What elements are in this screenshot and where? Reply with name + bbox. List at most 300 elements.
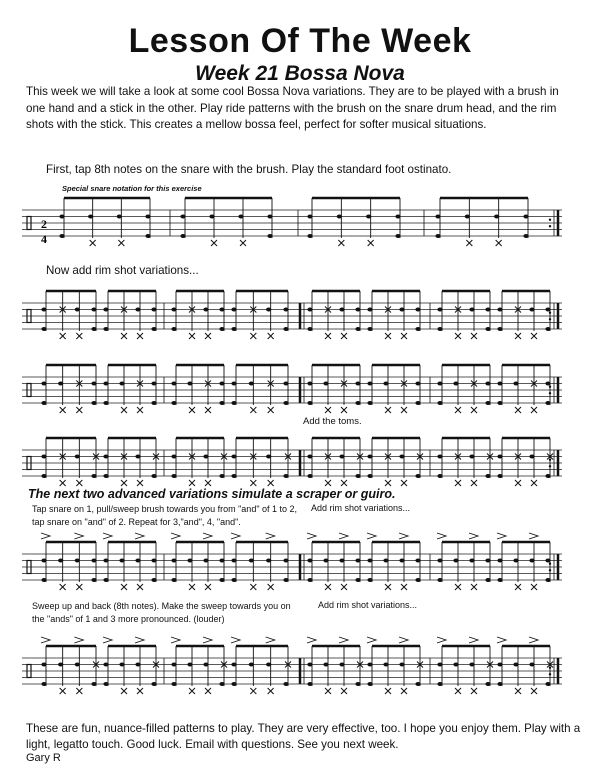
- bass-note-head: [91, 682, 96, 686]
- bass-note-head: [545, 401, 550, 405]
- cross-notehead-icon: [531, 333, 537, 339]
- note-head: [75, 308, 80, 312]
- exercise1-instruction: First, tap 8th notes on the snare with the brush. Play the standard foot ostinato.: [46, 163, 452, 176]
- bass-note-head: [415, 578, 420, 582]
- note-head: [238, 215, 243, 219]
- note-head: [203, 455, 208, 459]
- bass-note-head: [437, 474, 442, 478]
- note-head: [41, 308, 46, 312]
- bass-note-head: [41, 327, 46, 331]
- accent-mark-icon: [339, 637, 348, 643]
- accent-mark-icon: [135, 533, 144, 539]
- note-head: [151, 382, 156, 386]
- cross-notehead-icon: [189, 584, 195, 590]
- cross-notehead-icon: [471, 333, 477, 339]
- accent-mark-icon: [469, 637, 478, 643]
- accent-mark-icon: [74, 637, 83, 643]
- note-head: [283, 308, 288, 312]
- cross-notehead-icon: [60, 688, 66, 694]
- note-head: [497, 663, 502, 667]
- cross-notehead-icon: [121, 407, 127, 413]
- cross-notehead-icon: [60, 480, 66, 486]
- note-head: [339, 308, 344, 312]
- note-head: [103, 308, 108, 312]
- staff: [22, 533, 562, 590]
- bass-note-head: [367, 474, 372, 478]
- cross-notehead-icon: [121, 584, 127, 590]
- note-head: [513, 663, 518, 667]
- cross-notehead-icon: [341, 480, 347, 486]
- note-head: [355, 382, 360, 386]
- signature: Gary R: [26, 752, 61, 764]
- note-head: [203, 663, 208, 667]
- bass-note-head: [415, 401, 420, 405]
- note-head: [91, 559, 96, 563]
- bass-note-head: [395, 234, 400, 238]
- bass-note-head: [307, 682, 312, 686]
- bass-note-head: [283, 401, 288, 405]
- bass-note-head: [91, 401, 96, 405]
- note-head: [383, 559, 388, 563]
- bass-note-head: [437, 578, 442, 582]
- cross-notehead-icon: [325, 584, 331, 590]
- note-head: [171, 308, 176, 312]
- cross-notehead-icon: [401, 333, 407, 339]
- cross-notehead-icon: [325, 333, 331, 339]
- cross-notehead-icon: [455, 333, 461, 339]
- bass-note-head: [283, 474, 288, 478]
- cross-notehead-icon: [60, 407, 66, 413]
- note-head: [545, 559, 550, 563]
- bass-note-head: [485, 474, 490, 478]
- bass-note-head: [231, 327, 236, 331]
- note-head: [545, 382, 550, 386]
- cross-notehead-icon: [325, 407, 331, 413]
- accent-mark-icon: [469, 533, 478, 539]
- bass-note-head: [103, 474, 108, 478]
- note-head: [117, 215, 122, 219]
- cross-notehead-icon: [121, 688, 127, 694]
- cross-notehead-icon: [121, 480, 127, 486]
- accent-mark-icon: [497, 533, 506, 539]
- bass-note-head: [497, 327, 502, 331]
- note-head: [497, 455, 502, 459]
- note-head: [187, 559, 192, 563]
- cross-notehead-icon: [455, 480, 461, 486]
- bass-note-head: [180, 234, 185, 238]
- note-head: [366, 215, 371, 219]
- note-head: [41, 455, 46, 459]
- accent-mark-icon: [399, 533, 408, 539]
- exercise2-instruction: Now add rim shot variations...: [46, 264, 199, 277]
- cross-notehead-icon: [466, 240, 472, 246]
- note-head: [135, 308, 140, 312]
- note-head: [437, 308, 442, 312]
- cross-notehead-icon: [205, 407, 211, 413]
- accent-mark-icon: [307, 637, 316, 643]
- cross-notehead-icon: [137, 688, 143, 694]
- bass-note-head: [171, 578, 176, 582]
- bass-note-head: [171, 682, 176, 686]
- bass-note-head: [437, 401, 442, 405]
- bass-note-head: [485, 401, 490, 405]
- note-head: [91, 382, 96, 386]
- note-head: [187, 382, 192, 386]
- note-head: [171, 559, 176, 563]
- bass-note-head: [59, 234, 64, 238]
- note-head: [151, 308, 156, 312]
- bass-note-head: [367, 682, 372, 686]
- note-head: [283, 382, 288, 386]
- note-head: [103, 455, 108, 459]
- bass-note-head: [41, 682, 46, 686]
- bass-note-head: [171, 474, 176, 478]
- note-head: [469, 663, 474, 667]
- cross-notehead-icon: [205, 480, 211, 486]
- bass-note-head: [367, 401, 372, 405]
- toms-label: Add the toms.: [303, 416, 362, 427]
- note-head: [75, 559, 80, 563]
- cross-notehead-icon: [268, 407, 274, 413]
- time-signature: [41, 217, 47, 246]
- bass-note-head: [103, 401, 108, 405]
- note-head: [323, 382, 328, 386]
- bass-note-head: [283, 682, 288, 686]
- cross-notehead-icon: [401, 480, 407, 486]
- cross-notehead-icon: [385, 480, 391, 486]
- accent-mark-icon: [529, 637, 538, 643]
- cross-notehead-icon: [76, 688, 82, 694]
- note-head: [465, 215, 470, 219]
- note-head: [135, 455, 140, 459]
- accent-mark-icon: [529, 533, 538, 539]
- staff: [22, 438, 562, 486]
- cross-notehead-icon: [401, 407, 407, 413]
- bass-note-head: [151, 401, 156, 405]
- bass-note-head: [485, 578, 490, 582]
- cross-notehead-icon: [531, 688, 537, 694]
- cross-notehead-icon: [471, 407, 477, 413]
- note-head: [180, 215, 185, 219]
- cross-notehead-icon: [325, 688, 331, 694]
- bass-note-head: [219, 327, 224, 331]
- note-head: [75, 663, 80, 667]
- note-head: [41, 382, 46, 386]
- note-head: [523, 215, 528, 219]
- bass-note-head: [283, 327, 288, 331]
- note-head: [494, 215, 499, 219]
- bass-note-head: [485, 682, 490, 686]
- note-head: [58, 559, 63, 563]
- cross-notehead-icon: [76, 480, 82, 486]
- cross-notehead-icon: [90, 240, 96, 246]
- sweep-rim-label: Add rim shot variations...: [318, 600, 418, 610]
- cross-notehead-icon: [341, 688, 347, 694]
- note-head: [219, 382, 224, 386]
- bass-note-head: [283, 578, 288, 582]
- bass-note-head: [151, 578, 156, 582]
- note-head: [437, 382, 442, 386]
- note-head: [307, 455, 312, 459]
- note-head: [75, 455, 80, 459]
- note-head: [231, 663, 236, 667]
- intro-paragraph: This week we will take a look at some cool Bossa Nova variations. They are to be played with a brush in one hand and a stick in the other. Play ride patterns with the brush on the snare drum head, and the rim shots with the stick. This creates a mellow bossa feel, perfect for softer musical situations.: [26, 85, 559, 131]
- cross-notehead-icon: [250, 333, 256, 339]
- note-head: [249, 559, 254, 563]
- note-head: [135, 663, 140, 667]
- note-head: [437, 663, 442, 667]
- advanced-heading: The next two advanced variations simulate a scraper or guiro.: [28, 487, 396, 501]
- cross-notehead-icon: [455, 407, 461, 413]
- note-head: [367, 455, 372, 459]
- note-head: [151, 559, 156, 563]
- cross-notehead-icon: [268, 584, 274, 590]
- note-head: [231, 455, 236, 459]
- bass-note-head: [437, 327, 442, 331]
- cross-notehead-icon: [325, 480, 331, 486]
- cross-notehead-icon: [205, 584, 211, 590]
- cross-notehead-icon: [250, 584, 256, 590]
- special-notation-note: Special snare notation for this exercise: [62, 184, 202, 193]
- bass-note-head: [41, 578, 46, 582]
- bass-note-head: [523, 234, 528, 238]
- note-head: [453, 559, 458, 563]
- note-head: [435, 215, 440, 219]
- cross-notehead-icon: [250, 688, 256, 694]
- note-head: [415, 382, 420, 386]
- cross-notehead-icon: [189, 407, 195, 413]
- note-head: [323, 559, 328, 563]
- bass-note-head: [103, 578, 108, 582]
- cross-notehead-icon: [268, 480, 274, 486]
- note-head: [103, 382, 108, 386]
- note-head: [145, 215, 150, 219]
- cross-notehead-icon: [137, 584, 143, 590]
- note-head: [267, 215, 272, 219]
- cross-notehead-icon: [385, 407, 391, 413]
- note-head: [485, 559, 490, 563]
- cross-notehead-icon: [60, 584, 66, 590]
- bass-note-head: [219, 578, 224, 582]
- accent-mark-icon: [41, 533, 50, 539]
- bass-note-head: [545, 578, 550, 582]
- bass-note-head: [151, 327, 156, 331]
- bass-note-head: [367, 578, 372, 582]
- cross-notehead-icon: [240, 240, 246, 246]
- note-head: [171, 382, 176, 386]
- note-head: [119, 663, 124, 667]
- accent-mark-icon: [171, 637, 180, 643]
- note-head: [219, 308, 224, 312]
- cross-notehead-icon: [268, 333, 274, 339]
- cross-notehead-icon: [118, 240, 124, 246]
- bass-note-head: [367, 327, 372, 331]
- note-head: [355, 559, 360, 563]
- bass-note-head: [219, 474, 224, 478]
- cross-notehead-icon: [385, 688, 391, 694]
- note-head: [485, 382, 490, 386]
- bass-note-head: [355, 327, 360, 331]
- staff: [22, 198, 562, 246]
- bass-note-head: [307, 327, 312, 331]
- note-head: [485, 308, 490, 312]
- bass-note-head: [151, 682, 156, 686]
- bass-note-head: [91, 327, 96, 331]
- cross-notehead-icon: [338, 240, 344, 246]
- bass-note-head: [171, 327, 176, 331]
- note-head: [437, 559, 442, 563]
- cross-notehead-icon: [250, 480, 256, 486]
- bass-note-head: [545, 682, 550, 686]
- guiro-rim-label: Add rim shot variations...: [311, 503, 411, 513]
- note-head: [339, 559, 344, 563]
- bass-note-head: [171, 401, 176, 405]
- sweep-instruction: Sweep up and back (8th notes). Make the sweep towards you on the "ands" of 1 and 3 more pronounced. (louder): [32, 601, 291, 624]
- note-head: [171, 455, 176, 459]
- note-head: [437, 455, 442, 459]
- bass-note-head: [91, 474, 96, 478]
- accent-mark-icon: [103, 533, 112, 539]
- note-head: [415, 308, 420, 312]
- bass-note-head: [41, 401, 46, 405]
- note-head: [529, 455, 534, 459]
- note-head: [367, 559, 372, 563]
- note-head: [307, 663, 312, 667]
- cross-notehead-icon: [531, 480, 537, 486]
- bass-note-head: [355, 401, 360, 405]
- bass-note-head: [307, 474, 312, 478]
- note-head: [497, 382, 502, 386]
- staff: [22, 637, 562, 694]
- bass-note-head: [91, 578, 96, 582]
- accent-mark-icon: [203, 637, 212, 643]
- bass-note-head: [307, 578, 312, 582]
- note-head: [367, 308, 372, 312]
- bass-note-head: [355, 474, 360, 478]
- repeat-dot: [549, 225, 551, 227]
- cross-notehead-icon: [189, 688, 195, 694]
- note-head: [249, 382, 254, 386]
- bass-note-head: [497, 401, 502, 405]
- note-head: [58, 663, 63, 667]
- note-head: [307, 215, 312, 219]
- bass-note-head: [497, 682, 502, 686]
- accent-mark-icon: [266, 637, 275, 643]
- accent-mark-icon: [231, 637, 240, 643]
- accent-mark-icon: [135, 637, 144, 643]
- note-head: [545, 308, 550, 312]
- accent-mark-icon: [266, 533, 275, 539]
- bass-note-head: [415, 474, 420, 478]
- cross-notehead-icon: [515, 688, 521, 694]
- note-head: [231, 559, 236, 563]
- note-head: [91, 308, 96, 312]
- accent-mark-icon: [171, 533, 180, 539]
- time-signature-bottom: 4: [41, 232, 47, 246]
- cross-notehead-icon: [515, 333, 521, 339]
- cross-notehead-icon: [455, 584, 461, 590]
- cross-notehead-icon: [137, 333, 143, 339]
- note-head: [231, 382, 236, 386]
- staff: [22, 365, 562, 413]
- note-head: [307, 559, 312, 563]
- note-head: [395, 215, 400, 219]
- note-head: [88, 215, 93, 219]
- cross-notehead-icon: [211, 240, 217, 246]
- note-head: [119, 559, 124, 563]
- note-head: [513, 382, 518, 386]
- note-head: [399, 559, 404, 563]
- cross-notehead-icon: [60, 333, 66, 339]
- cross-notehead-icon: [189, 480, 195, 486]
- bass-note-head: [231, 401, 236, 405]
- bass-note-head: [145, 234, 150, 238]
- bass-note-head: [151, 474, 156, 478]
- accent-mark-icon: [307, 533, 316, 539]
- note-head: [469, 308, 474, 312]
- cross-notehead-icon: [76, 584, 82, 590]
- note-head: [513, 559, 518, 563]
- note-head: [469, 559, 474, 563]
- note-head: [135, 559, 140, 563]
- cross-notehead-icon: [137, 407, 143, 413]
- bass-note-head: [307, 234, 312, 238]
- accent-mark-icon: [231, 533, 240, 539]
- note-head: [469, 455, 474, 459]
- cross-notehead-icon: [385, 333, 391, 339]
- cross-notehead-icon: [137, 480, 143, 486]
- note-head: [58, 382, 63, 386]
- note-head: [266, 559, 271, 563]
- bass-note-head: [415, 327, 420, 331]
- bass-note-head: [545, 327, 550, 331]
- cross-notehead-icon: [471, 688, 477, 694]
- note-head: [339, 455, 344, 459]
- note-head: [266, 455, 271, 459]
- bass-note-head: [485, 327, 490, 331]
- note-head: [383, 382, 388, 386]
- cross-notehead-icon: [341, 407, 347, 413]
- cross-notehead-icon: [401, 584, 407, 590]
- note-head: [497, 559, 502, 563]
- cross-notehead-icon: [515, 584, 521, 590]
- note-head: [103, 559, 108, 563]
- bass-note-head: [497, 578, 502, 582]
- cross-notehead-icon: [341, 333, 347, 339]
- cross-notehead-icon: [471, 480, 477, 486]
- cross-notehead-icon: [515, 480, 521, 486]
- accent-mark-icon: [399, 637, 408, 643]
- bass-note-head: [103, 682, 108, 686]
- cross-notehead-icon: [531, 584, 537, 590]
- time-signature-top: 2: [41, 217, 47, 231]
- accent-mark-icon: [437, 533, 446, 539]
- page-title: Lesson Of The Week: [128, 22, 472, 60]
- cross-notehead-icon: [121, 333, 127, 339]
- repeat-dot: [549, 219, 551, 221]
- note-head: [497, 308, 502, 312]
- note-head: [323, 663, 328, 667]
- cross-notehead-icon: [76, 407, 82, 413]
- note-head: [367, 663, 372, 667]
- note-head: [453, 663, 458, 667]
- cross-notehead-icon: [455, 688, 461, 694]
- bass-note-head: [545, 474, 550, 478]
- bass-note-head: [355, 578, 360, 582]
- bass-note-head: [497, 474, 502, 478]
- note-head: [339, 663, 344, 667]
- note-head: [529, 559, 534, 563]
